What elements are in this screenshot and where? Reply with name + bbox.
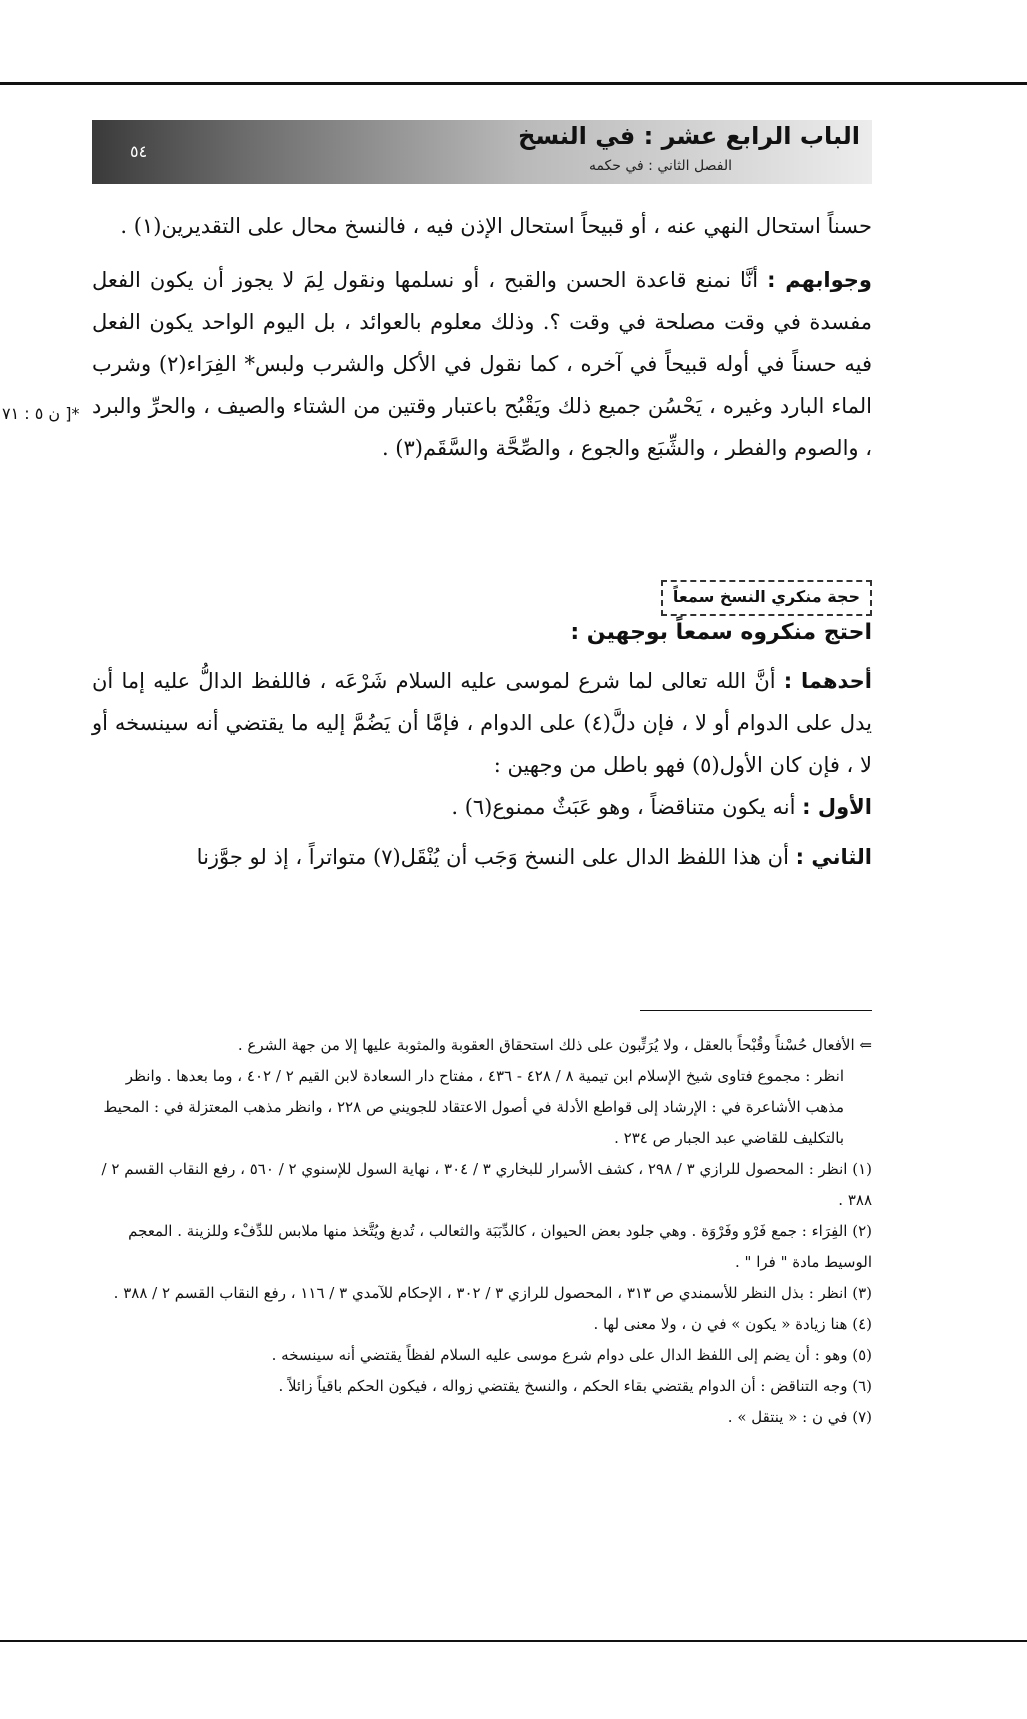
paragraph-3-text: أنَّ الله تعالى لما شرع لموسى عليه السلام شَرْعَه ، فاللفظ الدالُّ عليه إما أن يدل على الدوام أو لا ، فإن دلَّ(٤) على الدوام ، فإمَّا أن يَضُمَّ إليه ما يقتضي أنه سينسخه أو لا ، فإن كان الأول(٥) فهو باطل من وجهين : xyxy=(92,669,872,777)
paragraph-2 xyxy=(92,259,872,469)
footnotes xyxy=(92,1030,872,1433)
body-block-1 xyxy=(92,205,872,469)
keyword-first-point: الأول : xyxy=(802,795,872,819)
paragraph-2-text: أنَّا نمنع قاعدة الحسن والقبح ، أو نسلمها ونقول لِمَ لا يجوز أن يكون الفعل مفسدة في وقت مصلحة في وقت ؟. وذلك معلوم بالعوائد ، بل اليوم الواحد يكون الفعل فيه حسناً في أوله قبيحاً في آخره ، كما نقول في الأكل والشرب ولبس* الفِرَاء(٢) وشرب الماء البارد وغيره ، يَحْسُن جميع ذلك ويَقْبُح باعتبار وقتين من الشتاء والصيف ، والحرِّ والبرد ، والصوم والفطر ، والشِّبَع والجوع ، والصِّحَّة والسَّقَم(٣) . xyxy=(92,268,872,460)
keyword-second-point: الثاني : xyxy=(795,845,872,869)
footnote-6: (٦) وجه التناقض : أن الدوام يقتضي بقاء الحكم ، والنسخ يقتضي زواله ، فيكون الحكم باقياً زائلاً . xyxy=(278,1377,872,1395)
footnote-2: (٢) الفِرَاء : جمع فَرْو وفَرْوَة . وهي جلود بعض الحيوان ، كالدِّبَبَة والثعالب ، تُدبغ ويُتَّخذ منها ملابس للدِّفْء وللزينة . المعجم الوسيط مادة " فرا " . xyxy=(128,1222,872,1271)
footnote-continuation-1: ⇐ الأفعال حُسْناً وقُبْحاً بالعقل ، ولا يُرَتِّبون على ذلك استحقاق العقوبة والمثوبة عليها إلا من جهة الشرع . xyxy=(237,1036,872,1054)
top-rule xyxy=(0,82,1027,85)
keyword-first: أحدهما : xyxy=(783,669,873,693)
paragraph-1: حسناً استحال النهي عنه ، أو قبيحاً استحال الإذن فيه ، فالنسخ محال على التقديرين(١) . xyxy=(120,214,872,238)
paragraph-3 xyxy=(92,660,872,786)
footnote-1: (١) انظر : المحصول للرازي ٣ / ٢٩٨ ، كشف الأسرار للبخاري ٣ / ٣٠٤ ، نهاية السول للإسنوي ٢ / ٥٦٠ ، رفع النقاب القسم ٢ / ٣٨٨ . xyxy=(101,1160,872,1209)
footnote-3: (٣) انظر : بذل النظر للأسمندي ص ٣١٣ ، المحصول للرازي ٣ / ٣٠٢ ، الإحكام للآمدي ٣ / ١١٦ ، رفع النقاب القسم ٢ / ٣٨٨ . xyxy=(113,1284,872,1302)
page-number: ٥٤ xyxy=(130,142,148,161)
paragraph-5-text: أن هذا اللفظ الدال على النسخ وَجَب أن يُنْقَل(٧) متواتراً ، إذ لو جوَّزنا xyxy=(196,845,789,869)
paragraph-4 xyxy=(92,786,872,828)
bottom-rule xyxy=(0,1640,1027,1642)
margin-reference: *[ ن ٥ : ٧١ xyxy=(2,404,80,423)
section-heading: احتج منكروه سمعاً بوجهين : xyxy=(570,620,872,645)
section-subtitle: الفصل الثاني : في حكمه xyxy=(588,158,732,174)
paragraph-5 xyxy=(92,836,872,878)
paragraph-4-text: أنه يكون متناقضاً ، وهو عَبَثٌ ممنوع(٦) . xyxy=(451,795,796,819)
footnote-4: (٤) هنا زيادة « يكون » في ن ، ولا معنى لها . xyxy=(593,1315,872,1333)
footnote-continuation-2: انظر : مجموع فتاوى شيخ الإسلام ابن تيمية ٨ / ٤٢٨ - ٤٣٦ ، مفتاح دار السعادة لابن القيم ٢ / ٤٠٢ ، وما بعدها . وانظر مذهب الأشاعرة في : الإرشاد إلى قواطع الأدلة في أصول الاعتقاد للجويني ص ٢٢٨ ، وانظر مذهب المعتزلة في : المحيط بالتكليف للقاضي عبد الجبار ص ٢٣٤ . xyxy=(103,1067,844,1147)
body-block-2 xyxy=(92,660,872,878)
keyword-answer: وجوابهم : xyxy=(767,268,872,292)
footnote-7: (٧) في ن : « ينتقل » . xyxy=(727,1408,872,1426)
running-header xyxy=(92,120,872,184)
section-marginal-box: حجة منكري النسخ سمعاً xyxy=(661,580,872,616)
footnote-5: (٥) وهو : أن يضم إلى اللفظ الدال على دوام شرع موسى عليه السلام لفظاً يقتضي أنه سينسخه . xyxy=(271,1346,872,1364)
footnote-separator xyxy=(640,1010,872,1011)
chapter-title: الباب الرابع عشر : في النسخ xyxy=(518,122,860,150)
